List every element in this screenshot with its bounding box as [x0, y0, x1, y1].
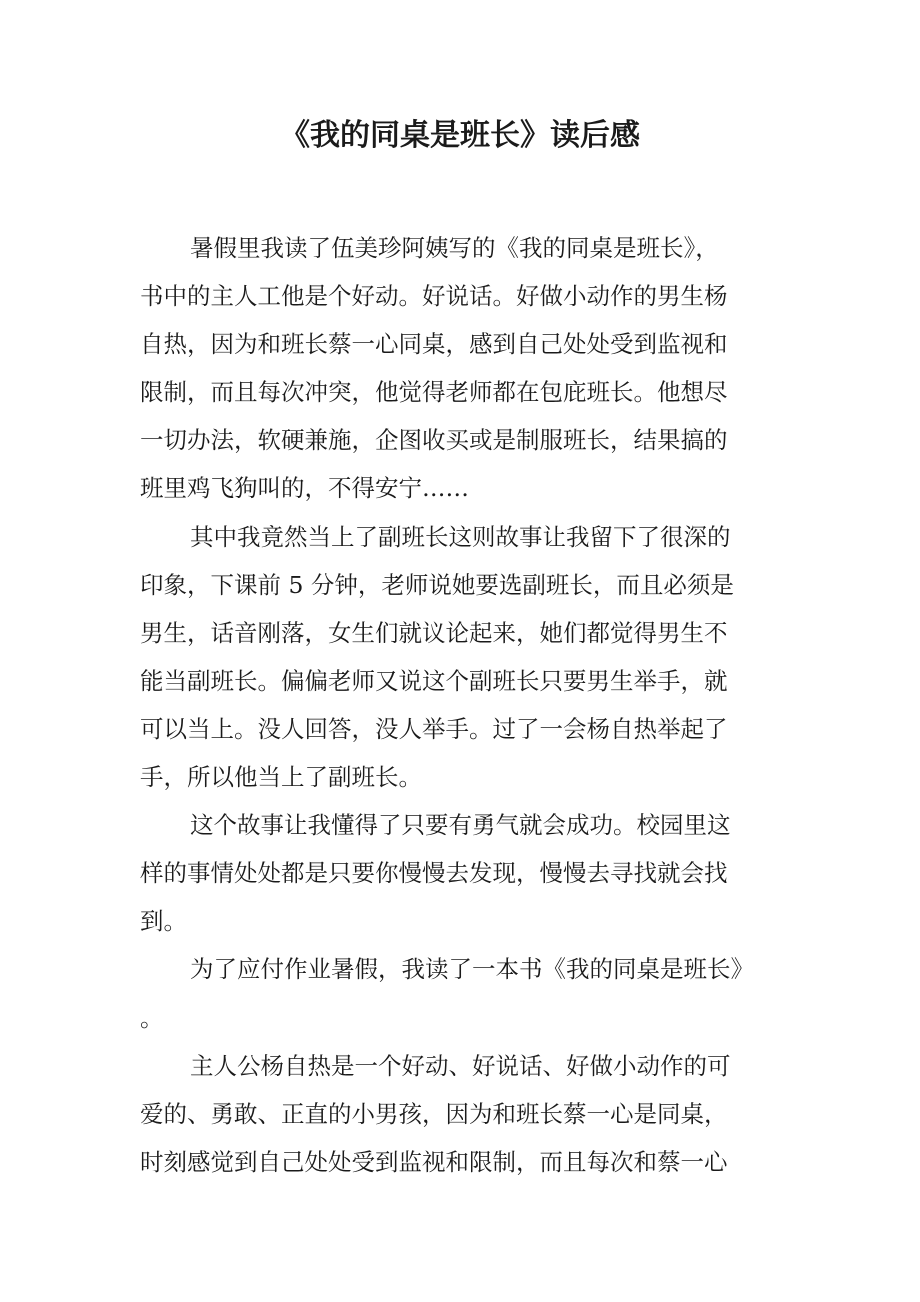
paragraph-1-line-6: 班里鸡飞狗叫的，不得安宁…… [140, 474, 469, 503]
paragraph-2-line-2: 印象，下课前 5 分钟，老师说她要选副班长，而且必须是 [140, 570, 734, 599]
paragraph-1-line-4: 限制，而且每次冲突，他觉得老师都在包庇班长。他想尽 [140, 378, 728, 407]
paragraph-2-line-4: 能当副班长。偏偏老师又说这个副班长只要男生举手，就 [140, 666, 728, 695]
paragraph-4-line-1: 为了应付作业暑假，我读了一本书《我的同桌是班长》 [190, 955, 754, 984]
document-body [140, 224, 770, 1186]
paragraph-5-line-1: 主人公杨自热是一个好动、好说话、好做小动作的可 [190, 1051, 731, 1080]
paragraph-2-line-6: 手，所以他当上了副班长。 [140, 763, 422, 792]
paragraph-1-line-1: 暑假里我读了伍美珍阿姨写的《我的同桌是班长》， [190, 234, 719, 262]
paragraph-2-line-1: 其中我竟然当上了副班长这则故事让我留下了很深的 [190, 522, 731, 551]
paragraph-1-line-5: 一切办法，软硬兼施，企图收买或是制服班长，结果搞的 [140, 426, 728, 455]
paragraph-1-line-2: 书中的主人工他是个好动。好说话。好做小动作的男生杨 [140, 282, 728, 311]
paragraph-3-line-3: 到。 [140, 907, 187, 936]
paragraph-4-line-2: 。 [140, 1003, 164, 1032]
paragraph-5-line-2: 爱的、勇敢、正直的小男孩，因为和班长蔡一心是同桌， [140, 1099, 728, 1128]
document-title: 《我的同桌是班长》读后感 [280, 118, 640, 153]
paragraph-3-line-2: 样的事情处处都是只要你慢慢去发现，慢慢去寻找就会找 [140, 859, 728, 888]
paragraph-2-line-3: 男生，话音刚落，女生们就议论起来，她们都觉得男生不 [140, 618, 728, 647]
paragraph-2-line-5: 可以当上。没人回答，没人举手。过了一会杨自热举起了 [140, 714, 728, 743]
paragraph-3-line-1: 这个故事让我懂得了只要有勇气就会成功。校园里这 [190, 811, 731, 840]
paragraph-5-line-3: 时刻感觉到自己处处受到监视和限制，而且每次和蔡一心 [140, 1147, 728, 1176]
paragraph-1-line-3: 自热，因为和班长蔡一心同桌，感到自己处处受到监视和 [140, 330, 728, 359]
